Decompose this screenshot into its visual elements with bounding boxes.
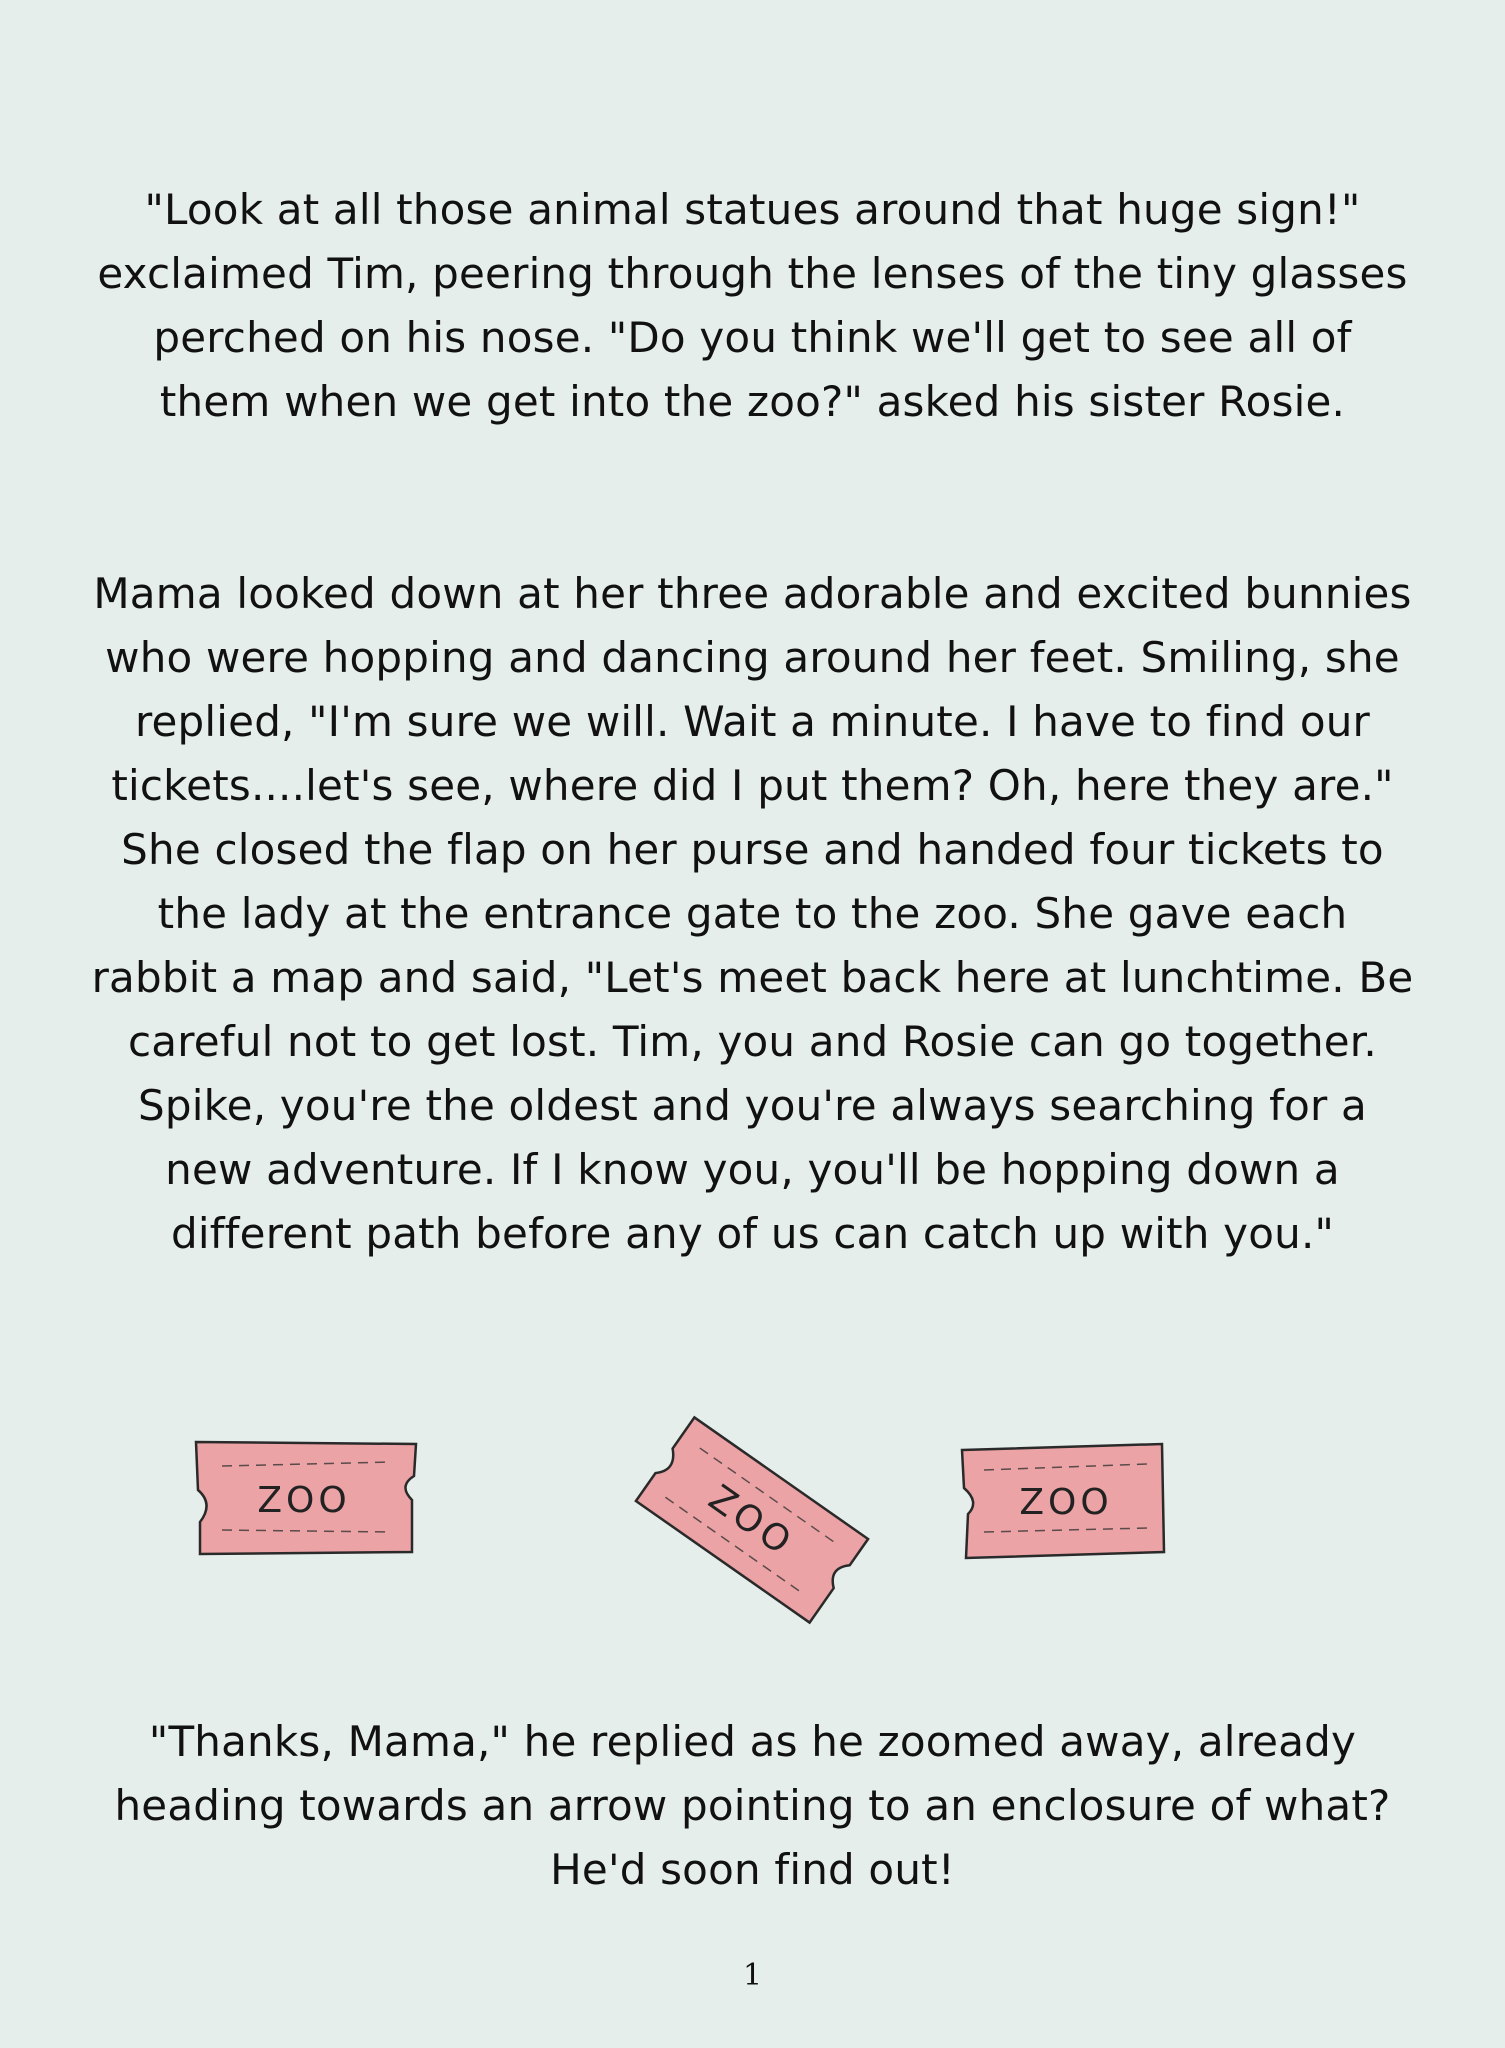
text-line: He'd soon find out! (550, 1845, 955, 1894)
text-line: them when we get into the zoo?" asked his sister Rosie. (159, 377, 1346, 426)
ticket-illustration (0, 1400, 1505, 1660)
text-line: tickets....let's see, where did I put them? Oh, here they are." (111, 761, 1394, 810)
text-line: Mama looked down at her three adorable and excited bunnies (93, 569, 1412, 618)
zoo-ticket-2 (622, 1400, 882, 1640)
text-line: careful not to get lost. Tim, you and Rosie can go together. (128, 1017, 1377, 1066)
text-line: exclaimed Tim, peering through the lenses of the tiny glasses (97, 249, 1408, 298)
text-line: perched on his nose. "Do you think we'll get to see all of (153, 313, 1352, 362)
text-line: She closed the flap on her purse and handed four tickets to (121, 825, 1384, 874)
text-line: the lady at the entrance gate to the zoo. She gave each (157, 889, 1348, 938)
zoo-ticket-1 (192, 1438, 422, 1558)
text-line: different path before any of us can catch up with you." (170, 1209, 1335, 1258)
paragraph-2 (60, 562, 1445, 1266)
page-number: 1 (742, 1958, 763, 1993)
text-line: "Look at all those animal statues around that huge sign!" (144, 185, 1361, 234)
paragraph-1 (60, 178, 1445, 434)
text-line: rabbit a map and said, "Let's meet back here at lunchtime. Be (91, 953, 1414, 1002)
paragraph-3 (60, 1710, 1445, 1902)
ticket-label: ZOO (1019, 1482, 1113, 1523)
text-line: who were hopping and dancing around her feet. Smiling, she (105, 633, 1400, 682)
ticket-label: ZOO (701, 1477, 802, 1565)
text-line: "Thanks, Mama," he replied as he zoomed away, already (148, 1717, 1357, 1766)
text-line: new adventure. If I know you, you'll be hopping down a (165, 1145, 1340, 1194)
zoo-ticket-3 (958, 1442, 1168, 1562)
text-line: replied, "I'm sure we will. Wait a minute. I have to find our (134, 697, 1371, 746)
ticket-label: ZOO (257, 1480, 351, 1521)
text-line: heading towards an arrow pointing to an enclosure of what? (114, 1781, 1391, 1830)
text-line: Spike, you're the oldest and you're always searching for a (138, 1081, 1367, 1130)
